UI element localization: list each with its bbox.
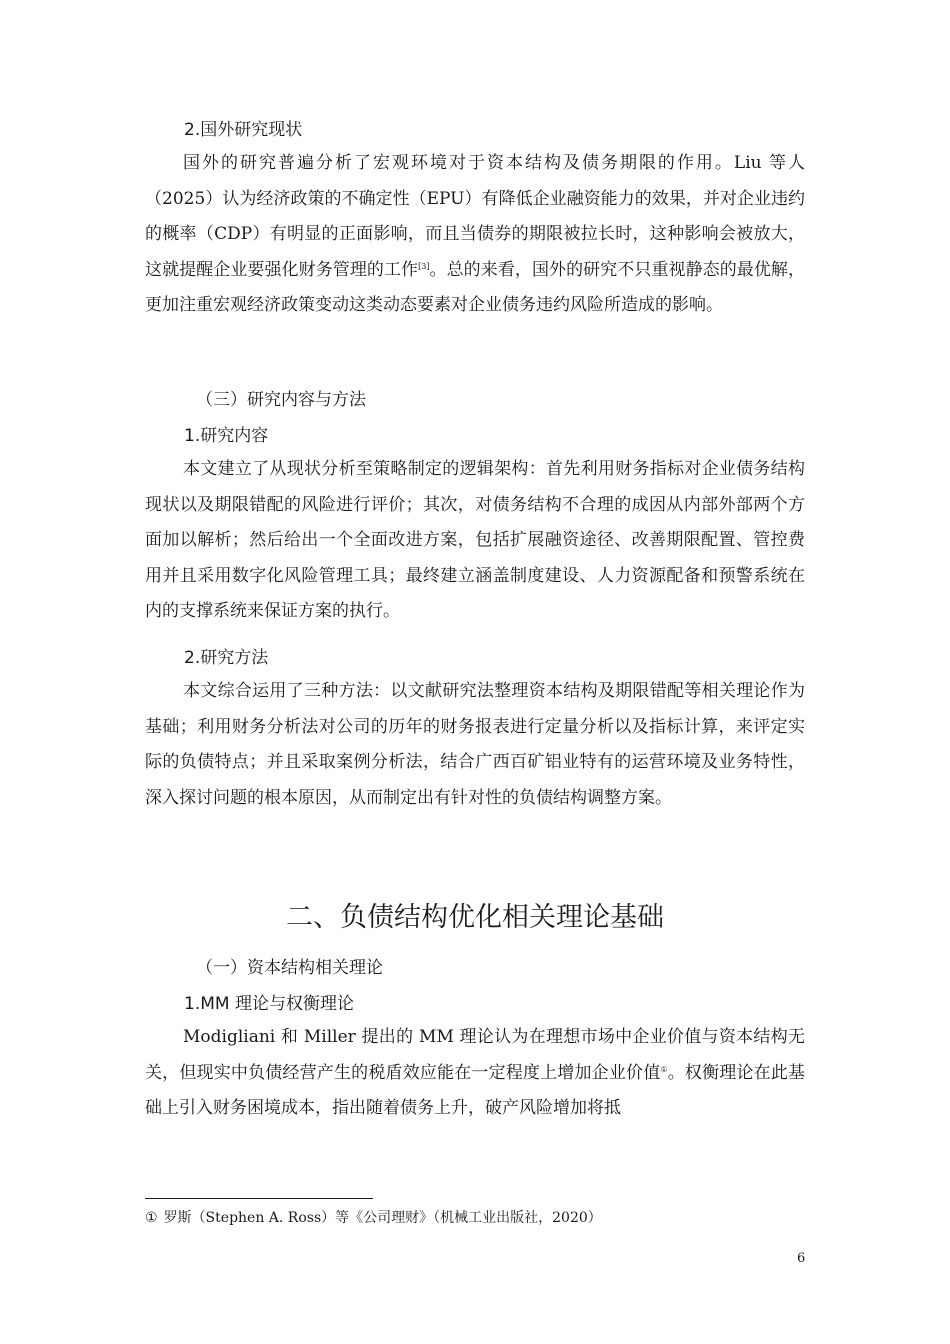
footnote-separator: [145, 1198, 373, 1199]
footnote-text: 罗斯（Stephen A. Ross）等《公司理财》（机械工业出版社，2020）: [163, 1210, 602, 1226]
subsection-heading-mm-theory: 1.MM 理论与权衡理论: [184, 994, 354, 1014]
footnote-marker: ①: [145, 1210, 158, 1226]
paragraph-text-continued: 。总的来看，国外的研究不只重视静态的最优解，更加注重宏观经济政策变动这类动态要素对企业债务违约风险所造成的影响。: [145, 259, 806, 315]
paragraph-text-continued: 。权衡理论在此基础上引入财务困境成本，指出随着债务上升，破产风险增加将抵: [145, 1062, 806, 1118]
footnote-reference-marker: ①: [660, 1064, 668, 1074]
section-heading-foreign-research: 2.国外研究现状: [184, 120, 303, 140]
subsection-heading-research-content: 1.研究内容: [184, 426, 269, 446]
chapter-title: 二、负债结构优化相关理论基础: [286, 902, 664, 933]
paragraph-foreign-research: [145, 146, 805, 324]
subsection-heading-research-methods: 2.研究方法: [184, 648, 269, 668]
section-heading-capital-structure-theory: （一）资本结构相关理论: [196, 958, 383, 978]
footnote: [145, 1208, 602, 1228]
paragraph-text: 国外的研究普遍分析了宏观环境对于资本结构及债务期限的作用。Liu 等人（2025）认为经济政策的不确定性（EPU）有降低企业融资能力的效果，并对企业违约的概率（CDP）有明显的正面影响，而且当债券的期限被拉长时，这种影响会被放大，这就提醒企业要强化财务管理的工作: [145, 153, 805, 280]
paragraph-text: Modigliani 和 Miller 提出的 MM 理论认为在理想市场中企业价值与资本结构无关，但现实中负债经营产生的税盾效应能在一定程度上增加企业价值: [145, 1027, 805, 1083]
citation-marker: [3]: [418, 261, 430, 271]
paragraph-research-content: 本文建立了从现状分析至策略制定的逻辑架构：首先利用财务指标对企业债务结构现状以及期限错配的风险进行评价；其次，对债务结构不合理的成因从内部外部两个方面加以解析；然后给出一个全面改进方案，包括扩展融资途径、改善期限配置、管控费用并且采用数字化风险管理工具；最终建立涵盖制度建设、人力资源配备和预警系统在内的支撑系统来保证方案的执行。: [145, 459, 805, 621]
paragraph-research-methods: 本文综合运用了三种方法：以文献研究法整理资本结构及期限错配等相关理论作为基础；利用财务分析法对公司的历年的财务报表进行定量分析以及指标计算，来评定实际的负债特点；并且采取案例分析法，结合广西百矿铝业特有的运营环境及业务特性，深入探讨问题的根本原因，从而制定出有针对性的负债结构调整方案。: [145, 681, 805, 808]
paragraph-mm-theory: [145, 1020, 805, 1127]
section-heading-research-content-methods: （三）研究内容与方法: [196, 390, 366, 410]
page-number: 6: [797, 1251, 806, 1266]
